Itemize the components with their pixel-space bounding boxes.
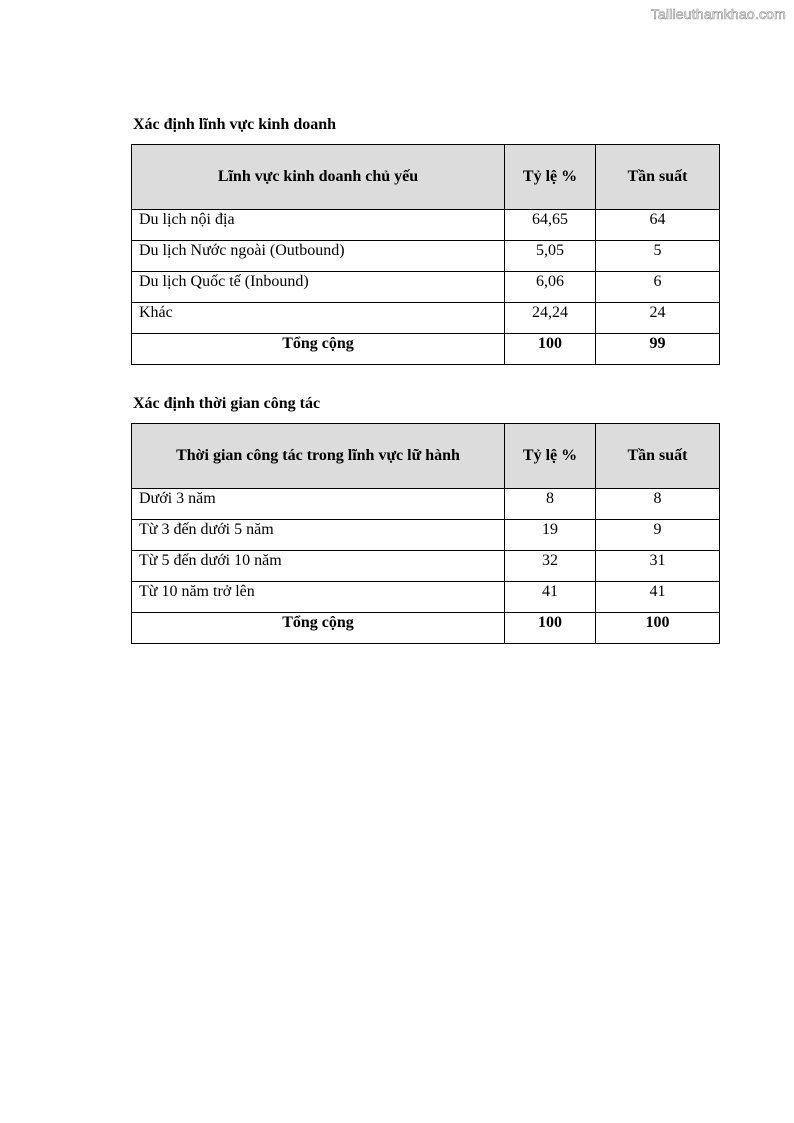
watermark: Tailieuthamkhao.com xyxy=(650,6,786,22)
table-header-row xyxy=(132,424,720,489)
column-header-frequency: Tần suất xyxy=(596,145,720,210)
business-field-table xyxy=(131,144,720,365)
row-frequency: 31 xyxy=(596,551,720,582)
total-label: Tổng cộng xyxy=(132,613,505,644)
total-rate: 100 xyxy=(505,613,596,644)
total-frequency: 99 xyxy=(596,334,720,365)
row-label: Từ 5 đến dưới 10 năm xyxy=(132,551,505,582)
column-header-work-time: Thời gian công tác trong lĩnh vực lữ hành xyxy=(132,424,505,489)
table-row xyxy=(132,520,720,551)
work-time-table xyxy=(131,423,720,644)
section-title-business-field: Xác định lĩnh vực kinh doanh xyxy=(133,116,337,133)
row-label: Du lịch Nước ngoài (Outbound) xyxy=(132,241,505,272)
row-frequency: 5 xyxy=(596,241,720,272)
row-rate: 8 xyxy=(505,489,596,520)
row-rate: 6,06 xyxy=(505,272,596,303)
row-rate: 64,65 xyxy=(505,210,596,241)
row-frequency: 9 xyxy=(596,520,720,551)
table-row xyxy=(132,210,720,241)
table-row xyxy=(132,582,720,613)
total-row xyxy=(132,334,720,365)
row-label: Du lịch nội địa xyxy=(132,210,505,241)
row-label: Từ 10 năm trở lên xyxy=(132,582,505,613)
column-header-frequency: Tần suất xyxy=(596,424,720,489)
row-rate: 24,24 xyxy=(505,303,596,334)
column-header-rate: Tỷ lệ % xyxy=(505,424,596,489)
row-frequency: 6 xyxy=(596,272,720,303)
row-label: Dưới 3 năm xyxy=(132,489,505,520)
total-rate: 100 xyxy=(505,334,596,365)
row-label: Du lịch Quốc tế (Inbound) xyxy=(132,272,505,303)
row-rate: 41 xyxy=(505,582,596,613)
total-frequency: 100 xyxy=(596,613,720,644)
row-rate: 19 xyxy=(505,520,596,551)
row-rate: 5,05 xyxy=(505,241,596,272)
table-row xyxy=(132,303,720,334)
total-row xyxy=(132,613,720,644)
row-rate: 32 xyxy=(505,551,596,582)
column-header-rate: Tỷ lệ % xyxy=(505,145,596,210)
row-label: Khác xyxy=(132,303,505,334)
section-title-work-time: Xác định thời gian công tác xyxy=(133,395,321,412)
total-label: Tổng cộng xyxy=(132,334,505,365)
column-header-field: Lĩnh vực kinh doanh chủ yếu xyxy=(132,145,505,210)
row-frequency: 8 xyxy=(596,489,720,520)
table-header-row xyxy=(132,145,720,210)
row-label: Từ 3 đến dưới 5 năm xyxy=(132,520,505,551)
row-frequency: 24 xyxy=(596,303,720,334)
table-row xyxy=(132,489,720,520)
row-frequency: 41 xyxy=(596,582,720,613)
table-row xyxy=(132,241,720,272)
table-row xyxy=(132,551,720,582)
row-frequency: 64 xyxy=(596,210,720,241)
table-row xyxy=(132,272,720,303)
